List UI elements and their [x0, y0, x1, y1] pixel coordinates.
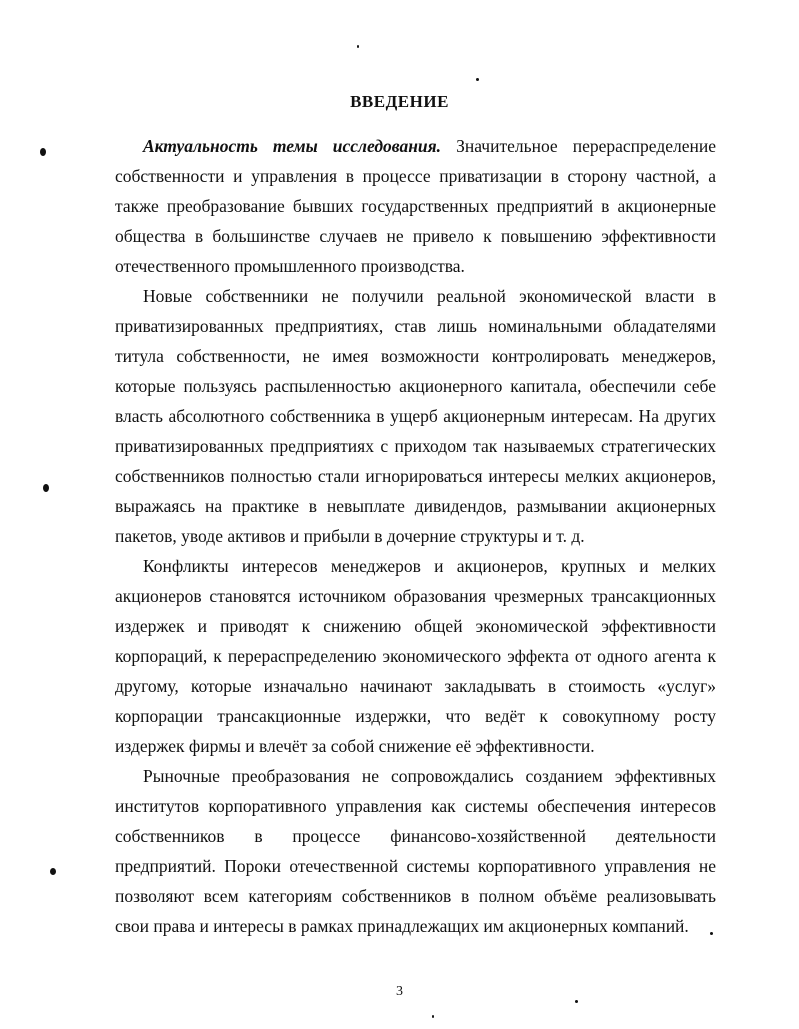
scan-speck — [43, 484, 49, 492]
paragraph-3-line: Конфликты интересов менеджеров и акционеров, крупных и мелких — [143, 556, 716, 576]
paragraph-3-line: издержек и приводят к снижению общей экономической эффективности — [115, 616, 716, 636]
page-number: 3 — [396, 984, 403, 999]
paragraph-3-line: издержек фирмы и влечёт за собой снижение её эффективности. — [115, 736, 595, 756]
scan-speck — [50, 868, 56, 875]
scan-speck — [432, 1015, 434, 1018]
scan-speck — [575, 1000, 578, 1003]
paragraph-1-line: отечественного промышленного производства. — [115, 256, 465, 276]
paragraph-2-line: выражаясь на практике в невыплате дивидендов, размывании акционерных — [115, 496, 716, 516]
paragraph-2-line: пакетов, уводе активов и прибыли в дочерние структуры и т. д. — [115, 526, 585, 546]
scan-speck — [40, 148, 46, 156]
paragraph-3-line: акционеров становятся источником образования чрезмерных трансакционных — [115, 586, 716, 606]
paragraph-4-line: свои права и интересы в рамках принадлежащих им акционерных компаний. — [115, 916, 689, 936]
paragraph-1-line: Актуальность темы исследования. Значительное перераспределение — [143, 136, 716, 156]
paragraph-2-line: титула собственности, не имея возможности контролировать менеджеров, — [115, 346, 716, 366]
paragraph-2-line: Новые собственники не получили реальной экономической власти в — [143, 286, 716, 306]
body-text — [115, 131, 716, 941]
paragraph-4-line: собственников в процессе финансово-хозяйственной деятельности — [115, 826, 716, 846]
paragraph-2-line: приватизированных предприятиях с приходом так называемых стратегических — [115, 436, 716, 456]
paragraph-2-line: которые пользуясь распыленностью акционерного капитала, обеспечили себе — [115, 376, 716, 396]
paragraph-2-line: приватизированных предприятиях, став лишь номинальными обладателями — [115, 316, 716, 336]
paragraph-4-line: предприятий. Пороки отечественной системы корпоративного управления не — [115, 856, 716, 876]
scan-speck — [476, 78, 479, 81]
scan-speck — [357, 45, 359, 48]
paragraph-4-line: институтов корпоративного управления как системы обеспечения интересов — [115, 796, 716, 816]
paragraph-2-line: собственников полностью стали игнорироваться интересы мелких акционеров, — [115, 466, 716, 486]
scan-speck — [710, 932, 713, 935]
section-lead: Актуальность темы исследования. — [143, 136, 442, 156]
paragraph-1-line: также преобразование бывших государственных предприятий в акционерные — [115, 196, 716, 216]
paragraph-2-line: власть абсолютного собственника в ущерб акционерным интересам. На других — [115, 406, 716, 426]
paragraph-4-line: позволяют всем категориям собственников в полном объёме реализовывать — [115, 886, 716, 906]
paragraph-3-line: другому, которые изначально начинают закладывать в стоимость «услуг» — [115, 676, 716, 696]
page-title: ВВЕДЕНИЕ — [350, 92, 449, 111]
paragraph-3-line: корпорации трансакционные издержки, что ведёт к совокупному росту — [115, 706, 716, 726]
paragraph-4-line: Рыночные преобразования не сопровождались созданием эффективных — [143, 766, 716, 786]
paragraph-3-line: корпораций, к перераспределению экономического эффекта от одного агента к — [115, 646, 716, 666]
paragraph-1-line: общества в большинстве случаев не привело к повышению эффективности — [115, 226, 716, 246]
paragraph-1-line: собственности и управления в процессе приватизации в сторону частной, а — [115, 166, 716, 186]
